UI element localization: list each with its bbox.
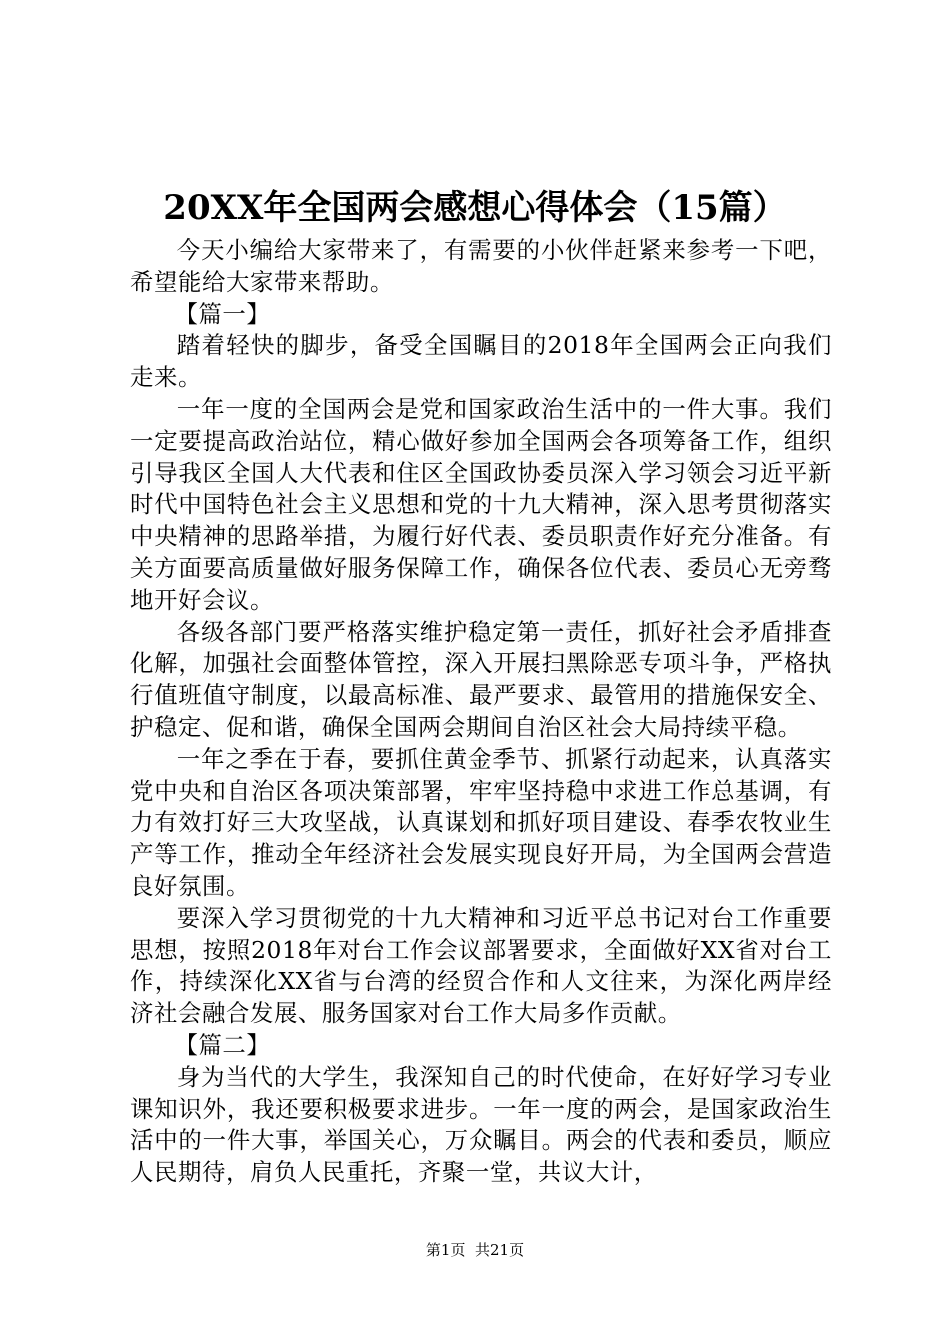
- document-title: 20XX年全国两会感想心得体会（15篇）: [163, 188, 787, 228]
- page-number-footer: 第1页 共21页: [425, 1241, 525, 1259]
- section-heading-1: 【篇一】: [174, 299, 271, 328]
- body-paragraph: 踏着轻快的脚步，备受全国瞩目的2018年全国两会正向我们走来。: [130, 331, 832, 392]
- body-paragraph: 一年之季在于春，要抓住黄金季节、抓紧行动起来，认真落实党中央和自治区各项决策部署，牢牢坚持稳中求进工作总基调，有力有效打好三大攻坚战，认真谋划和抓好项目建设、春季农牧业生产等工作，推动全年经济社会发展实现良好开局，为全国两会营造良好氛围。: [130, 744, 832, 900]
- section-heading-2: 【篇二】: [174, 1030, 271, 1059]
- body-paragraph: 各级各部门要严格落实维护稳定第一责任，抓好社会矛盾排查化解，加强社会面整体管控，深入开展扫黑除恶专项斗争，严格执行值班值守制度，以最高标准、最严要求、最管用的措施保安全、护稳定、促和谐，确保全国两会期间自治区社会大局持续平稳。: [130, 617, 832, 741]
- document-body: [130, 235, 832, 1189]
- body-paragraph: 身为当代的大学生，我深知自己的时代使命，在好好学习专业课知识外，我还要积极要求进步。一年一度的两会，是国家政治生活中的一件大事，举国关心，万众瞩目。两会的代表和委员，顺应人民期待，肩负人民重托，齐聚一堂，共议大计，: [130, 1062, 832, 1187]
- body-paragraph: 要深入学习贯彻党的十九大精神和习近平总书记对台工作重要思想，按照2018年对台工作会议部署要求，全面做好XX省对台工作，持续深化XX省与台湾的经贸合作和人文往来，为深化两岸经济社会融合发展、服务国家对台工作大局多作贡献。: [130, 903, 832, 1028]
- body-paragraph: 一年一度的全国两会是党和国家政治生活中的一件大事。我们一定要提高政治站位，精心做好参加全国两会各项筹备工作，组织引导我区全国人大代表和住区全国政协委员深入学习领会习近平新时代中国特色社会主义思想和党的十九大精神，深入思考贯彻落实中央精神的思路举措，为履行好代表、委员职责作好充分准备。有关方面要高质量做好服务保障工作，确保各位代表、委员心无旁骛地开好会议。: [130, 394, 832, 614]
- intro-paragraph: 今天小编给大家带来了，有需要的小伙伴赶紧来参考一下吧，希望能给大家带来帮助。: [130, 236, 832, 296]
